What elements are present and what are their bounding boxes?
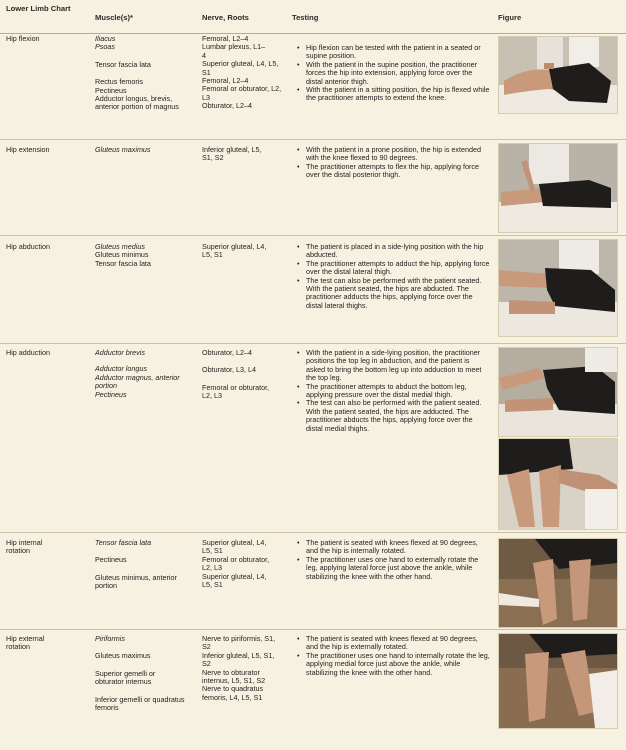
header-muscles: Muscle(s)* (95, 13, 133, 22)
nerve-root: Superior gluteal, L4, L5, S1 (202, 538, 267, 556)
muscle-name: Piriformis (95, 634, 125, 643)
table-row-hip-internal-rotation (0, 533, 626, 630)
hip-adduction-photo-side (498, 347, 618, 437)
testing-cell (292, 539, 490, 581)
testing-step: • With the patient in the supine position, the practitioner forces the hip into extension, applying force over the distal anterior thigh. (306, 61, 490, 86)
muscle-name: Gluteus maximus (95, 145, 151, 154)
hip-extension-photo (498, 143, 618, 233)
nerve-root: Inferior gluteal, L5, S1, S2 (202, 650, 275, 669)
muscle-name: Gluteus maximus (95, 651, 151, 661)
nerve-root: Femoral or obturator, L2, L3 (202, 554, 270, 573)
nerve-root: Femoral, L2–4 (202, 34, 249, 43)
table-row-hip-extension (0, 140, 626, 236)
nerve-root: Nerve to obturator internus, L5, S1, S2 (202, 667, 266, 686)
hip-adduction-photo-seated (498, 438, 618, 530)
muscle-name: Adductor longus, brevis, anterior portion of magnus (95, 94, 179, 112)
table-row-hip-flexion (0, 33, 626, 140)
muscles-cell (95, 349, 199, 399)
muscle-name: Gluteus minimus, anterior portion (95, 572, 177, 591)
testing-step: • The practitioner uses one hand to externally rotate the leg, applying lateral force just above the ankle, while stabilizing the knee with the other hand. (306, 556, 490, 581)
muscle-name: Pectineus (95, 85, 127, 95)
muscles-cell (95, 539, 199, 591)
muscle-name: Tensor fascia lata (95, 538, 152, 547)
muscles-cell (95, 146, 199, 154)
testing-step: • Hip flexion can be tested with the patient in a seated or supine position. (306, 44, 490, 61)
header-testing: Testing (292, 13, 319, 22)
nerve-root: Obturator, L3, L4 (202, 365, 256, 375)
testing-cell (292, 243, 490, 310)
testing-cell (292, 44, 490, 103)
muscles-cell (95, 243, 199, 268)
muscle-name: Iliacus (95, 34, 116, 43)
nerves-cell (202, 35, 290, 111)
nerve-root: Femoral or obturator, L2, L3 (202, 84, 282, 102)
testing-step: • With the patient in a prone position, the hip is extended with the knee flexed to 90 degrees. (306, 146, 490, 163)
hip-external-rotation-photo (498, 633, 618, 729)
testing-step: • The practitioner attempts to flex the hip, applying force over the distal posterior thigh. (306, 163, 490, 180)
testing-step: • The patient is seated with knees flexed at 90 degrees, and the hip is internally rotated. (306, 539, 490, 556)
testing-cell (292, 635, 490, 677)
muscle-name: Gluteus medius (95, 242, 145, 251)
table-row-hip-external-rotation (0, 630, 626, 750)
nerve-root: Inferior gluteal, L5, S1, S2 (202, 145, 262, 163)
nerve-root: Obturator, L2–4 (202, 348, 252, 357)
nerve-root: Superior gluteal, L4, L5, S1 (202, 571, 267, 590)
nerve-root: Femoral or obturator, L2, L3 (202, 382, 270, 401)
muscles-cell (95, 635, 199, 712)
table-header (0, 0, 626, 34)
muscle-name: Adductor brevis (95, 348, 145, 357)
table-row-hip-adduction (0, 344, 626, 533)
header-chart: Lower Limb Chart (6, 4, 71, 13)
movement-label: Hip abduction (6, 242, 50, 251)
testing-step: • The patient is seated with knees flexed at 90 degrees, and the hip is externally rotated. (306, 635, 490, 652)
header-figure: Figure (498, 13, 522, 22)
nerve-root: Nerve to quadratus femoris, L4, L5, S1 (202, 684, 264, 702)
hip-flexion-photo (498, 36, 618, 114)
muscle-name: Rectus femoris (95, 77, 143, 87)
nerve-root: Lumbar plexus, L1–4 (202, 42, 266, 60)
nerves-cell (202, 146, 290, 163)
nerves-cell (202, 349, 290, 401)
hip-abduction-photo (498, 239, 618, 337)
movement-label: Hip adduction (6, 348, 50, 357)
muscle-name: Tensor fascia lata (95, 258, 151, 268)
muscle-name: Adductor magnus, anterior portion (95, 372, 180, 391)
movement-label: Hip external rotation (6, 634, 45, 652)
movement-label: Hip flexion (6, 34, 40, 43)
muscle-name: Inferior gemelli or quadratus femoris (95, 694, 185, 713)
nerve-root: Superior gluteal, L4, L5, S1 (202, 242, 267, 260)
movement-label: Hip extension (6, 145, 50, 154)
testing-cell (292, 349, 490, 433)
nerve-root: Femoral, L2–4 (202, 76, 249, 86)
nerves-cell (202, 635, 290, 702)
hip-internal-rotation-photo (498, 538, 618, 628)
testing-step: • The practitioner attempts to abduct the bottom leg, applying pressure over the distal medial thigh. (306, 383, 490, 400)
testing-step: • The practitioner uses one hand to internally rotate the leg, applying medial force just above the ankle, while stabilizing the knee with the other hand. (306, 652, 490, 677)
header-nerve: Nerve, Roots (202, 13, 249, 22)
testing-step: • With the patient in a side-lying position, the practitioner positions the top leg in abduction, and the patient is asked to bring the bottom leg up into adduction to meet the top leg. (306, 349, 490, 383)
testing-step: • The practitioner attempts to adduct the hip, applying force over the distal lateral thigh. (306, 260, 490, 277)
muscle-name: Gluteus minimus (95, 250, 149, 260)
table-row-hip-abduction (0, 236, 626, 344)
muscle-name: Adductor longus (95, 364, 147, 374)
nerves-cell (202, 539, 290, 589)
testing-step: • The test can also be performed with the patient seated. With the patient seated, the hips are adducted. The practitioner abducts the hips, applying force over the distal medial thighs. (306, 399, 490, 433)
muscles-cell (95, 35, 199, 112)
testing-step: • The patient is placed in a side-lying position with the hip abducted. (306, 243, 490, 260)
nerve-root: Nerve to piriformis, S1, S2 (202, 634, 276, 652)
muscle-name: Superior gemelli or obturator internus (95, 668, 156, 687)
muscle-name: Tensor fascia lata (95, 59, 151, 69)
muscle-name: Pectineus (95, 389, 127, 399)
muscle-name: Pectineus (95, 555, 127, 565)
nerves-cell (202, 243, 290, 260)
muscle-name: Psoas (95, 42, 115, 52)
testing-cell (292, 146, 490, 180)
nerve-root: Superior gluteal, L4, L5, S1 (202, 59, 279, 77)
nerve-root: Obturator, L2–4 (202, 101, 252, 111)
testing-step: • With the patient in a sitting position, the hip is flexed while the practitioner attempts to extend the knee. (306, 86, 490, 103)
testing-step: • The test can also be performed with the patient seated. With the patient seated, the hips are abducted. The practitioner adducts the hips, applying force over the distal lateral thighs. (306, 277, 490, 311)
movement-label: Hip internal rotation (6, 538, 43, 556)
